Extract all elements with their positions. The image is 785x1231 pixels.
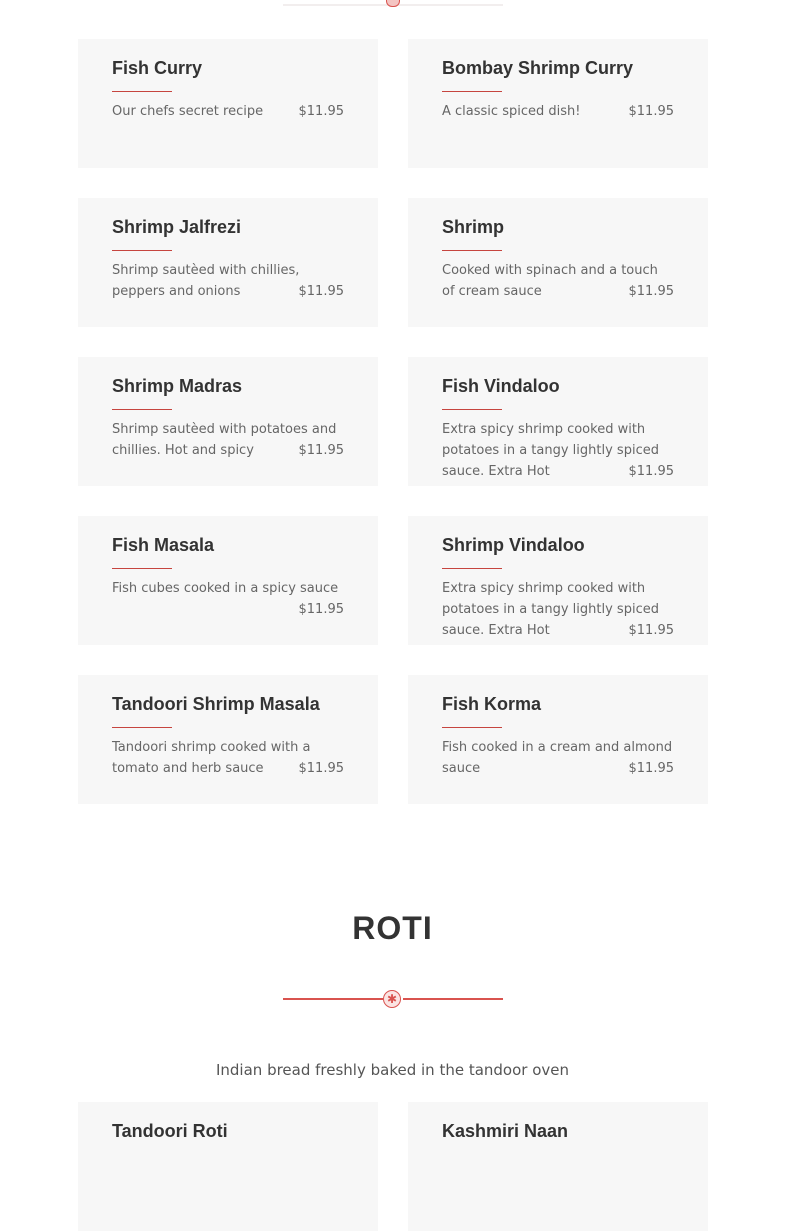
menu-card <box>408 675 708 804</box>
menu-card <box>78 198 378 327</box>
emblem-icon: ✱ <box>383 990 401 1008</box>
title-underline <box>112 91 172 92</box>
menu-item-name: Kashmiri Naan <box>442 1121 569 1141</box>
menu-card <box>78 357 378 486</box>
menu-item-description <box>112 101 344 122</box>
menu-item-price: $11.95 <box>298 104 344 119</box>
menu-card <box>78 675 378 804</box>
menu-item-description <box>112 737 344 779</box>
section-divider-top <box>283 0 503 6</box>
title-underline <box>442 91 502 92</box>
title-underline <box>112 250 172 251</box>
menu-item-name: Fish Masala <box>112 535 215 555</box>
menu-item-price: $11.95 <box>628 464 674 479</box>
section-divider <box>283 990 503 1010</box>
menu-item-name: Fish Curry <box>112 58 203 78</box>
menu-item-price: $11.95 <box>628 104 674 119</box>
menu-item-description <box>442 419 674 482</box>
menu-card <box>78 516 378 645</box>
menu-card <box>408 39 708 168</box>
menu-item-price: $11.95 <box>298 761 344 776</box>
menu-item-name: Shrimp Madras <box>112 376 243 396</box>
menu-item-price: $11.95 <box>298 443 344 458</box>
menu-card <box>78 1102 378 1231</box>
menu-item-description <box>442 101 674 122</box>
menu-item-desc-text: Extra spicy shrimp cooked with potatoes in a tangy lightly spiced sauce. Extra Hot <box>442 581 659 638</box>
menu-item-name: Shrimp Vindaloo <box>442 535 585 555</box>
divider-line-left <box>283 998 383 1000</box>
menu-card <box>408 198 708 327</box>
menu-item-desc-text: Our chefs secret recipe <box>112 104 264 119</box>
menu-item-desc-text: Shrimp sautèed with chillies, peppers and onions <box>112 263 300 299</box>
menu-card <box>408 357 708 486</box>
menu-item-name: Fish Korma <box>442 694 542 714</box>
menu-item-name: Bombay Shrimp Curry <box>442 58 634 78</box>
menu-item-price: $11.95 <box>298 602 344 617</box>
menu-item-description <box>442 578 674 641</box>
title-underline <box>112 409 172 410</box>
menu-item-price: $11.95 <box>628 284 674 299</box>
title-underline <box>442 409 502 410</box>
menu-item-price: $11.95 <box>628 761 674 776</box>
menu-item-desc-text: Fish cubes cooked in a spicy sauce <box>112 581 339 596</box>
menu-item-name: Fish Vindaloo <box>442 376 560 396</box>
menu-item-description <box>112 419 344 461</box>
menu-item-name: Tandoori Shrimp Masala <box>112 694 320 714</box>
title-underline <box>112 568 172 569</box>
menu-item-desc-text: A classic spiced dish! <box>442 104 581 119</box>
title-underline <box>442 568 502 569</box>
menu-item-desc-text: Cooked with spinach and a touch of cream sauce <box>442 263 658 299</box>
menu-item-description <box>112 260 344 302</box>
menu-card <box>408 516 708 645</box>
menu-item-desc-text: Fish cooked in a cream and almond sauce <box>442 740 673 776</box>
section-title: ROTI <box>352 910 433 946</box>
menu-item-price: $11.95 <box>628 623 674 638</box>
title-underline <box>442 250 502 251</box>
menu-item-description <box>112 578 344 620</box>
section-subtitle: Indian bread freshly baked in the tandoor oven <box>215 1061 570 1079</box>
menu-item-name: Tandoori Roti <box>112 1121 228 1141</box>
menu-item-description <box>442 260 674 302</box>
menu-item-desc-text: Tandoori shrimp cooked with a tomato and herb sauce <box>112 740 311 776</box>
menu-card <box>408 1102 708 1231</box>
title-underline <box>112 727 172 728</box>
title-underline <box>442 727 502 728</box>
menu-card <box>78 39 378 168</box>
menu-item-desc-text: Extra spicy shrimp cooked with potatoes in a tangy lightly spiced sauce. Extra Hot <box>442 422 659 479</box>
menu-item-description <box>442 737 674 779</box>
menu-item-name: Shrimp <box>442 217 505 237</box>
divider-line-right <box>403 998 503 1000</box>
menu-item-name: Shrimp Jalfrezi <box>112 217 242 237</box>
menu-item-desc-text: Shrimp sautèed with potatoes and chillies. Hot and spicy <box>112 422 337 458</box>
menu-item-price: $11.95 <box>298 284 344 299</box>
